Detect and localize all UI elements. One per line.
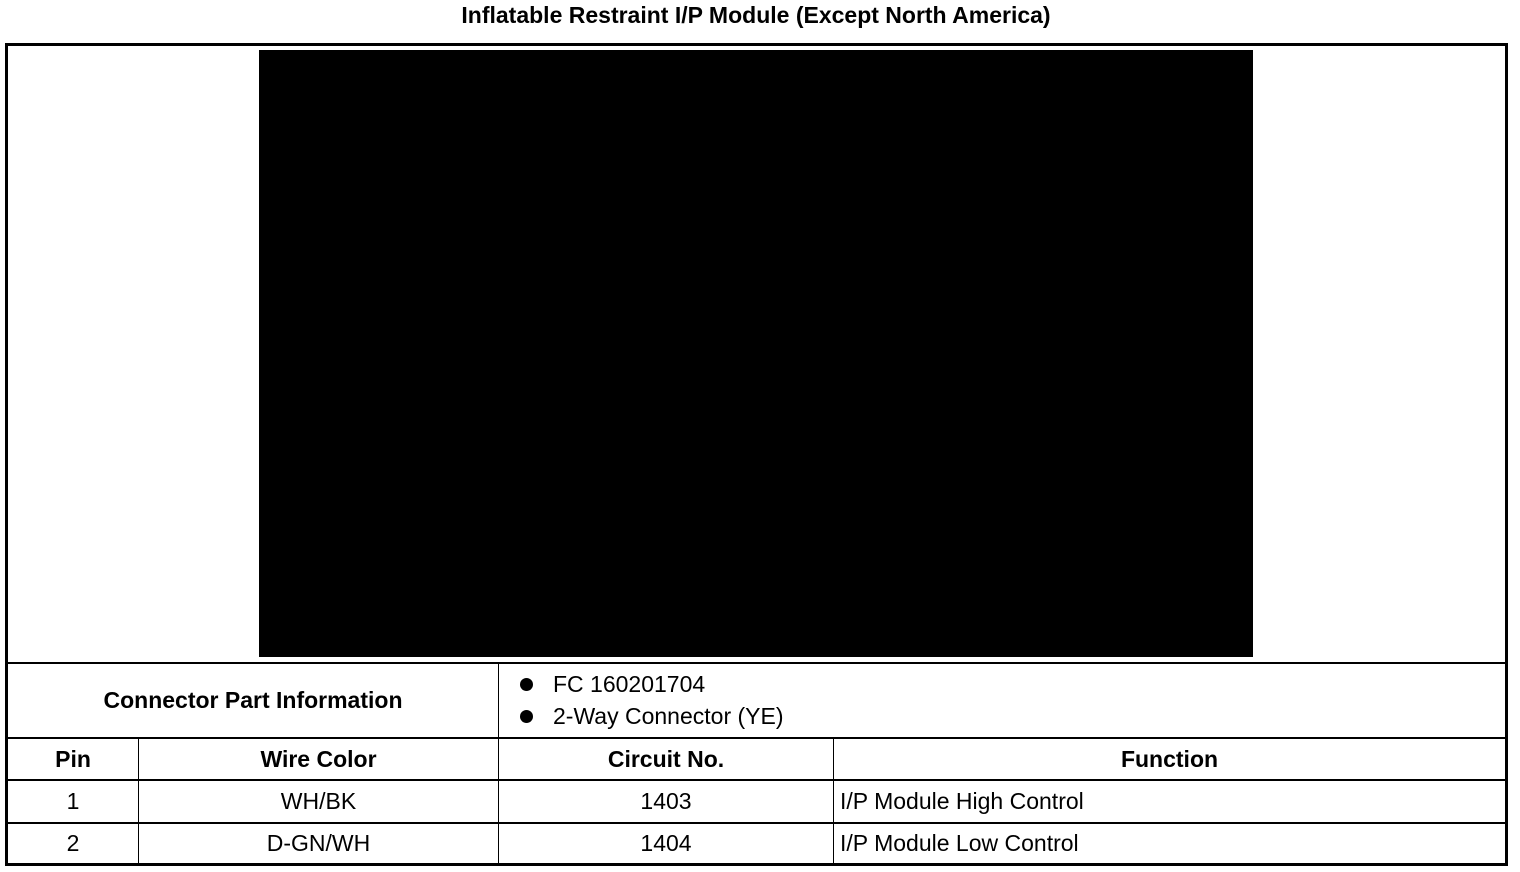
page-title: Inflatable Restraint I/P Module (Except North America) bbox=[461, 2, 1051, 28]
table-cell-circuit: 1403 bbox=[640, 788, 692, 814]
connector-image-area bbox=[8, 46, 1505, 662]
header-circuit-no: Circuit No. bbox=[607, 745, 725, 772]
connector-part-info-list bbox=[520, 668, 784, 732]
list-item bbox=[520, 700, 784, 732]
table-cell-function: I/P Module Low Control bbox=[840, 830, 1079, 856]
connector-description: 2-Way Connector (YE) bbox=[553, 703, 784, 729]
bullet-icon bbox=[520, 678, 533, 691]
bullet-icon bbox=[520, 710, 533, 723]
table-cell-wire-color: D-GN/WH bbox=[266, 830, 371, 856]
header-wire-color: Wire Color bbox=[260, 745, 377, 772]
header-function: Function bbox=[1120, 745, 1219, 772]
table-cell-pin: 2 bbox=[66, 830, 80, 856]
connector-image bbox=[259, 50, 1253, 657]
connector-part-info-label: Connector Part Information bbox=[103, 687, 403, 713]
table-cell-circuit: 1404 bbox=[640, 830, 692, 856]
table-cell-function: I/P Module High Control bbox=[840, 788, 1084, 814]
list-item bbox=[520, 668, 784, 700]
table-cell-pin: 1 bbox=[66, 788, 80, 814]
part-number: FC 160201704 bbox=[553, 671, 706, 697]
header-pin: Pin bbox=[55, 745, 91, 772]
table-cell-wire-color: WH/BK bbox=[280, 788, 357, 814]
connector-table bbox=[5, 43, 1508, 866]
